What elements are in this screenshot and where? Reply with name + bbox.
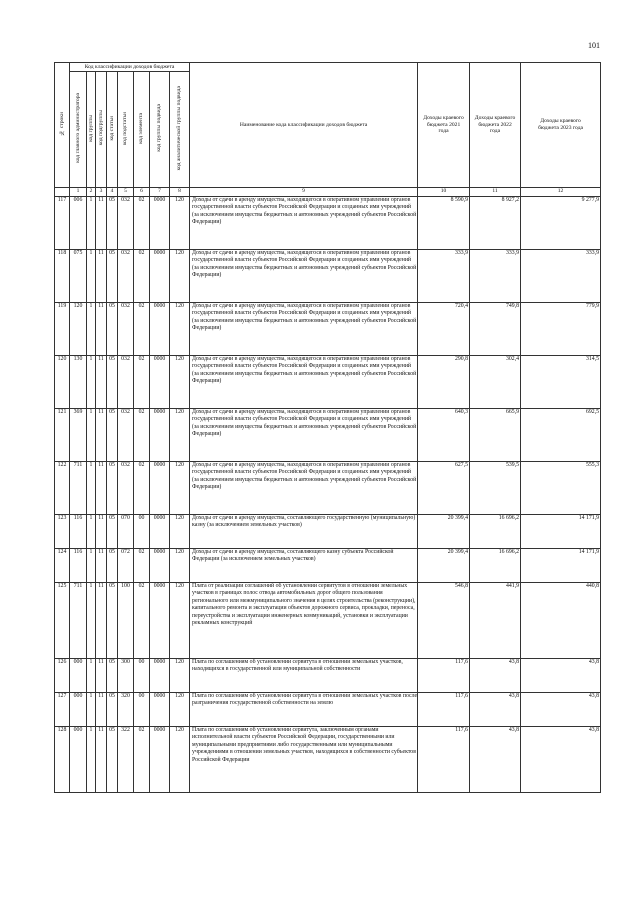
- income-2022-cell: 8 927,2: [470, 197, 521, 250]
- header-admin-code: код главного администратора: [70, 72, 87, 188]
- income-2023-cell: 333,9: [521, 250, 601, 303]
- income-2021-cell: 333,9: [418, 250, 470, 303]
- column-number: 10: [418, 188, 470, 197]
- article-code-cell: 05: [107, 693, 118, 727]
- element-code-cell: 02: [134, 462, 150, 515]
- group-code-cell: 1: [87, 462, 96, 515]
- income-2021-cell: 8 590,9: [418, 197, 470, 250]
- column-number: [55, 188, 70, 197]
- subgroup-code-cell: 11: [96, 583, 107, 659]
- group-code-cell: 1: [87, 356, 96, 409]
- article-code-cell: 05: [107, 549, 118, 583]
- element-code-cell: 02: [134, 727, 150, 793]
- header-row-no: № строки: [55, 63, 70, 188]
- article-code-cell: 05: [107, 409, 118, 462]
- admin-code-cell: 116: [70, 515, 87, 549]
- header-subtype-group-code: код группы подвида: [150, 72, 170, 188]
- income-name-cell: Плата по соглашениям об установлении сервитута в отношении земельных участков, находящихся в государственной или муниципальной собственности: [190, 659, 418, 693]
- subgroup-code-cell: 11: [96, 197, 107, 250]
- substat-code-cell: 032: [118, 197, 134, 250]
- article-code-cell: 05: [107, 462, 118, 515]
- subtype-code-cell: 0000: [150, 197, 170, 250]
- subtype-code-cell: 0000: [150, 659, 170, 693]
- admin-code-cell: 711: [70, 462, 87, 515]
- row-number-cell: 119: [55, 303, 70, 356]
- row-number-cell: 127: [55, 693, 70, 727]
- subgroup-code-cell: 11: [96, 462, 107, 515]
- admin-code-cell: 711: [70, 583, 87, 659]
- element-code-cell: 02: [134, 356, 150, 409]
- element-code-cell: 00: [134, 515, 150, 549]
- row-number-cell: 121: [55, 409, 70, 462]
- column-number: 1: [70, 188, 87, 197]
- income-2021-cell: 290,8: [418, 356, 470, 409]
- subgroup-code-cell: 11: [96, 250, 107, 303]
- substat-code-cell: 032: [118, 356, 134, 409]
- element-code-cell: 00: [134, 659, 150, 693]
- element-code-cell: 02: [134, 409, 150, 462]
- income-2023-cell: 440,8: [521, 583, 601, 659]
- element-code-cell: 00: [134, 693, 150, 727]
- header-classification-group: Код классификации доходов бюджета: [70, 63, 190, 72]
- header-income-2023: Доходы краевого бюджета 2023 года: [521, 63, 601, 188]
- header-element-code: код элемента: [134, 72, 150, 188]
- header-article-code: код статьи: [107, 72, 118, 188]
- admin-code-cell: 120: [70, 303, 87, 356]
- income-2022-cell: 333,9: [470, 250, 521, 303]
- element-code-cell: 02: [134, 250, 150, 303]
- income-2022-cell: 665,9: [470, 409, 521, 462]
- analytic-code-cell: 120: [170, 583, 190, 659]
- income-2022-cell: 16 696,2: [470, 515, 521, 549]
- subgroup-code-cell: 11: [96, 356, 107, 409]
- substat-code-cell: 300: [118, 659, 134, 693]
- analytic-code-cell: 120: [170, 462, 190, 515]
- article-code-cell: 05: [107, 250, 118, 303]
- group-code-cell: 1: [87, 549, 96, 583]
- income-2023-cell: 43,8: [521, 693, 601, 727]
- income-name-cell: Доходы от сдачи в аренду имущества, находящегося в оперативном управлении органов государственной власти субъектов Российской Федерации и созданных ими учреждений (за исключением имущества бюджетных и автономных учреждений субъектов Российской Федерации): [190, 356, 418, 409]
- article-code-cell: 05: [107, 727, 118, 793]
- substat-code-cell: 322: [118, 727, 134, 793]
- table-row: [55, 197, 601, 250]
- column-number: 8: [170, 188, 190, 197]
- group-code-cell: 1: [87, 693, 96, 727]
- subgroup-code-cell: 11: [96, 409, 107, 462]
- table-row: [55, 515, 601, 549]
- row-number-cell: 117: [55, 197, 70, 250]
- subtype-code-cell: 0000: [150, 409, 170, 462]
- income-2023-cell: 314,5: [521, 356, 601, 409]
- group-code-cell: 1: [87, 197, 96, 250]
- income-2021-cell: 117,6: [418, 693, 470, 727]
- column-number: 3: [96, 188, 107, 197]
- analytic-code-cell: 120: [170, 250, 190, 303]
- article-code-cell: 05: [107, 515, 118, 549]
- table-row: [55, 303, 601, 356]
- admin-code-cell: 006: [70, 197, 87, 250]
- table-row: [55, 462, 601, 515]
- article-code-cell: 05: [107, 197, 118, 250]
- column-number: 12: [521, 188, 601, 197]
- subgroup-code-cell: 11: [96, 515, 107, 549]
- table-row: [55, 549, 601, 583]
- group-code-cell: 1: [87, 659, 96, 693]
- header-subgroup-code: код подгруппы: [96, 72, 107, 188]
- analytic-code-cell: 120: [170, 727, 190, 793]
- income-2023-cell: 14 171,9: [521, 515, 601, 549]
- header-substat-code: код подстатьи: [118, 72, 134, 188]
- income-2023-cell: 9 277,9: [521, 197, 601, 250]
- table-row: [55, 727, 601, 793]
- analytic-code-cell: 120: [170, 197, 190, 250]
- column-number: 6: [134, 188, 150, 197]
- article-code-cell: 05: [107, 583, 118, 659]
- income-2023-cell: 692,5: [521, 409, 601, 462]
- subtype-code-cell: 0000: [150, 693, 170, 727]
- analytic-code-cell: 120: [170, 303, 190, 356]
- subtype-code-cell: 0000: [150, 549, 170, 583]
- group-code-cell: 1: [87, 409, 96, 462]
- element-code-cell: 02: [134, 197, 150, 250]
- row-number-cell: 128: [55, 727, 70, 793]
- table-row: [55, 693, 601, 727]
- income-2021-cell: 20 399,4: [418, 515, 470, 549]
- column-number: 5: [118, 188, 134, 197]
- group-code-cell: 1: [87, 727, 96, 793]
- article-code-cell: 05: [107, 303, 118, 356]
- subtype-code-cell: 0000: [150, 356, 170, 409]
- income-name-cell: Доходы от сдачи в аренду имущества, находящегося в оперативном управлении органов государственной власти субъектов Российской Федерации и созданных ими учреждений (за исключением имущества бюджетных и автономных учреждений субъектов Российской Федерации): [190, 197, 418, 250]
- substat-code-cell: 100: [118, 583, 134, 659]
- subgroup-code-cell: 11: [96, 303, 107, 356]
- substat-code-cell: 032: [118, 409, 134, 462]
- header-income-2021: Доходы краевого бюджета 2021 года: [418, 63, 470, 188]
- subtype-code-cell: 0000: [150, 250, 170, 303]
- table-row: [55, 583, 601, 659]
- income-2021-cell: 546,8: [418, 583, 470, 659]
- row-number-cell: 122: [55, 462, 70, 515]
- analytic-code-cell: 120: [170, 356, 190, 409]
- group-code-cell: 1: [87, 250, 96, 303]
- subgroup-code-cell: 11: [96, 659, 107, 693]
- income-2023-cell: 14 171,9: [521, 549, 601, 583]
- income-2021-cell: 640,3: [418, 409, 470, 462]
- income-2021-cell: 720,4: [418, 303, 470, 356]
- income-name-cell: Доходы от сдачи в аренду имущества, находящегося в оперативном управлении органов государственной власти субъектов Российской Федерации и созданных ими учреждений (за исключением имущества бюджетных и автономных учреждений субъектов Российской Федерации): [190, 462, 418, 515]
- admin-code-cell: 116: [70, 549, 87, 583]
- subgroup-code-cell: 11: [96, 727, 107, 793]
- income-name-cell: Доходы от сдачи в аренду имущества, находящегося в оперативном управлении органов государственной власти субъектов Российской Федерации и созданных ими учреждений (за исключением имущества бюджетных и автономных учреждений субъектов Российской Федерации): [190, 250, 418, 303]
- analytic-code-cell: 120: [170, 549, 190, 583]
- header-income-2022: Доходы краевого бюджета 2022 года: [470, 63, 521, 188]
- substat-code-cell: 032: [118, 462, 134, 515]
- column-number: 7: [150, 188, 170, 197]
- substat-code-cell: 320: [118, 693, 134, 727]
- analytic-code-cell: 120: [170, 515, 190, 549]
- income-2021-cell: 117,6: [418, 727, 470, 793]
- income-name-cell: Плата от реализации соглашений об установлении сервитутов в отношении земельных участков в границах полос отвода автомобильных дорог общего пользования регионального или межмуниципального значения в целях строительства (реконструкции), капитального ремонта и эксплуатации объектов дорожного сервиса, прокладки, переноса, переустройства и эксплуатации инженерных коммуникаций, установки и эксплуатации рекламных конструкций: [190, 583, 418, 659]
- table-row: [55, 250, 601, 303]
- subtype-code-cell: 0000: [150, 462, 170, 515]
- substat-code-cell: 070: [118, 515, 134, 549]
- admin-code-cell: 000: [70, 659, 87, 693]
- income-2022-cell: 539,5: [470, 462, 521, 515]
- income-name-cell: Доходы от сдачи в аренду имущества, находящегося в оперативном управлении органов государственной власти субъектов Российской Федерации и созданных ими учреждений (за исключением имущества бюджетных и автономных учреждений субъектов Российской Федерации): [190, 303, 418, 356]
- budget-income-table: [54, 62, 601, 793]
- subtype-code-cell: 0000: [150, 303, 170, 356]
- column-number: 9: [190, 188, 418, 197]
- column-number: 4: [107, 188, 118, 197]
- table-body: [55, 197, 601, 793]
- admin-code-cell: 000: [70, 693, 87, 727]
- analytic-code-cell: 120: [170, 659, 190, 693]
- income-2021-cell: 117,6: [418, 659, 470, 693]
- subtype-code-cell: 0000: [150, 583, 170, 659]
- income-name-cell: Доходы от сдачи в аренду имущества, составляющего государственную (муниципальную) казну (за исключением земельных участков): [190, 515, 418, 549]
- analytic-code-cell: 120: [170, 693, 190, 727]
- admin-code-cell: 130: [70, 356, 87, 409]
- page-number: 101: [588, 41, 600, 50]
- income-name-cell: Доходы от сдачи в аренду имущества, составляющего казну субъекта Российской Федерации (за исключением земельных участков): [190, 549, 418, 583]
- subtype-code-cell: 0000: [150, 515, 170, 549]
- income-2021-cell: 20 399,4: [418, 549, 470, 583]
- group-code-cell: 1: [87, 303, 96, 356]
- row-number-cell: 118: [55, 250, 70, 303]
- income-name-cell: Плата по соглашениям об установлении сервитута в отношении земельных участков после разграничения государственной собственности на землю: [190, 693, 418, 727]
- income-2022-cell: 43,8: [470, 727, 521, 793]
- header-name: Наименование кода классификации доходов бюджета: [190, 63, 418, 188]
- income-2022-cell: 16 696,2: [470, 549, 521, 583]
- subgroup-code-cell: 11: [96, 549, 107, 583]
- group-code-cell: 1: [87, 583, 96, 659]
- table-row: [55, 659, 601, 693]
- income-2022-cell: 441,9: [470, 583, 521, 659]
- substat-code-cell: 032: [118, 303, 134, 356]
- income-name-cell: Плата по соглашениям об установлении сервитута, заключенным органами исполнительной власти субъектов Российской Федерации, государственными или муниципальными предприятиями либо государственными или муниципальными учреждениями в отношении земельных участков, находящихся в собственности субъектов Российской Федерации: [190, 727, 418, 793]
- admin-code-cell: 075: [70, 250, 87, 303]
- element-code-cell: 02: [134, 583, 150, 659]
- article-code-cell: 05: [107, 659, 118, 693]
- header-group-code: код группы: [87, 72, 96, 188]
- row-number-cell: 123: [55, 515, 70, 549]
- column-number: 11: [470, 188, 521, 197]
- header-analytic-group-code: код аналитической группы подвида: [170, 72, 190, 188]
- row-number-cell: 126: [55, 659, 70, 693]
- admin-code-cell: 369: [70, 409, 87, 462]
- income-2023-cell: 555,3: [521, 462, 601, 515]
- analytic-code-cell: 120: [170, 409, 190, 462]
- income-2022-cell: 749,8: [470, 303, 521, 356]
- income-2022-cell: 302,4: [470, 356, 521, 409]
- subgroup-code-cell: 11: [96, 693, 107, 727]
- row-number-cell: 125: [55, 583, 70, 659]
- element-code-cell: 02: [134, 303, 150, 356]
- table-row: [55, 409, 601, 462]
- row-number-cell: 120: [55, 356, 70, 409]
- income-2023-cell: 779,9: [521, 303, 601, 356]
- substat-code-cell: 072: [118, 549, 134, 583]
- admin-code-cell: 000: [70, 727, 87, 793]
- column-number-row: [55, 188, 601, 197]
- table-row: [55, 356, 601, 409]
- group-code-cell: 1: [87, 515, 96, 549]
- row-number-cell: 124: [55, 549, 70, 583]
- subtype-code-cell: 0000: [150, 727, 170, 793]
- article-code-cell: 05: [107, 356, 118, 409]
- element-code-cell: 02: [134, 549, 150, 583]
- substat-code-cell: 032: [118, 250, 134, 303]
- income-2022-cell: 43,8: [470, 693, 521, 727]
- income-2023-cell: 43,8: [521, 659, 601, 693]
- income-name-cell: Доходы от сдачи в аренду имущества, находящегося в оперативном управлении органов государственной власти субъектов Российской Федерации и созданных ими учреждений (за исключением имущества бюджетных и автономных учреждений субъектов Российской Федерации): [190, 409, 418, 462]
- income-2022-cell: 43,8: [470, 659, 521, 693]
- income-2021-cell: 627,5: [418, 462, 470, 515]
- column-number: 2: [87, 188, 96, 197]
- income-2023-cell: 43,8: [521, 727, 601, 793]
